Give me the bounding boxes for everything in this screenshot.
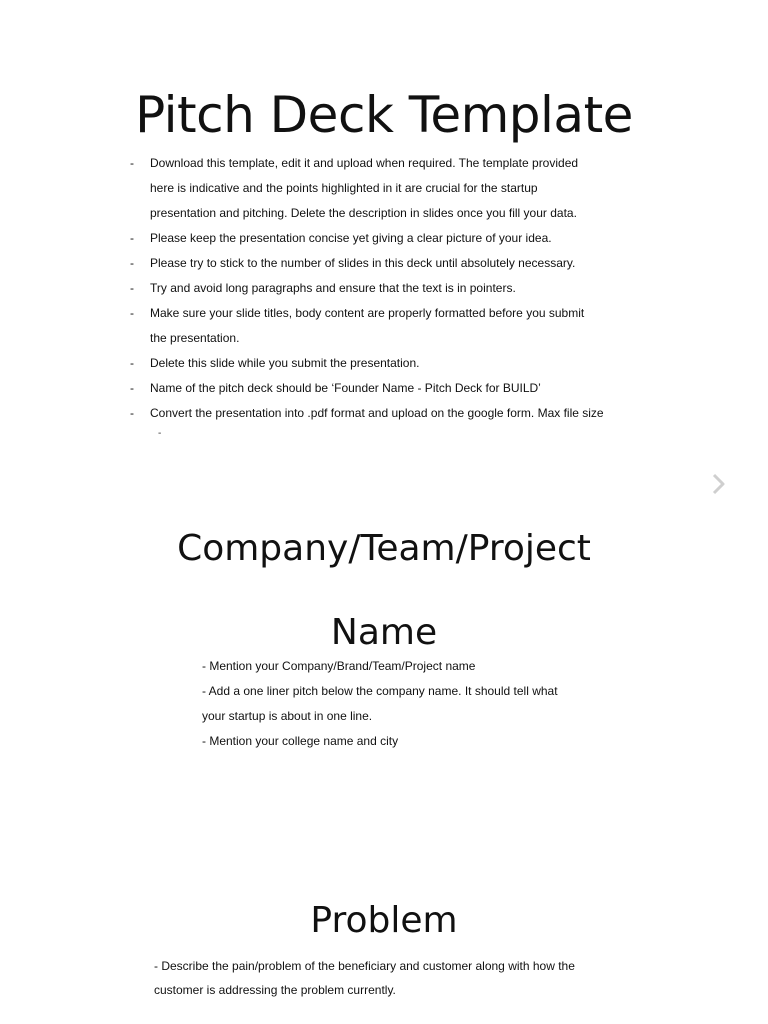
bullet-marker: -: [130, 156, 134, 170]
bullet-text: Download this template, edit it and upload when required. The template provided: [150, 156, 579, 170]
slide2-line: - Mention your college name and city: [202, 734, 399, 748]
chevron-right-icon[interactable]: [709, 471, 729, 497]
bullet-marker: -: [130, 306, 134, 320]
slide1-bullet-list: [130, 151, 650, 436]
bullet-text: Delete this slide while you submit the presentation.: [150, 356, 420, 370]
bullet-text: Make sure your slide titles, body content are properly formatted before you submit: [150, 306, 585, 320]
bullet-text: Name of the pitch deck should be ‘Founder Name - Pitch Deck for BUILD’: [150, 381, 541, 395]
overflow-marker: -: [158, 428, 162, 439]
bullet-text: Please try to stick to the number of slides in this deck until absolutely necessary.: [150, 256, 576, 270]
bullet-text: here is indicative and the points highlighted in it are crucial for the startup: [150, 181, 538, 195]
bullet-marker: -: [130, 231, 134, 245]
bullet-text: the presentation.: [150, 331, 240, 345]
slide3-line: - Describe the pain/problem of the beneficiary and customer along with how the: [154, 959, 575, 973]
bullet-marker: -: [130, 381, 134, 395]
bullet-text: Convert the presentation into .pdf format and upload on the google form. Max file size: [150, 406, 604, 420]
slide3-line: customer is addressing the problem currently.: [154, 983, 396, 997]
slide2-title-line2: Name: [330, 612, 438, 653]
slide2-line: - Add a one liner pitch below the company name. It should tell what: [202, 684, 558, 698]
bullet-text: Please keep the presentation concise yet giving a clear picture of your idea.: [150, 231, 552, 245]
bullet-marker: -: [130, 281, 134, 295]
bullet-marker: -: [130, 256, 134, 270]
bullet-marker: -: [130, 356, 134, 370]
slide2-line: - Mention your Company/Brand/Team/Project name: [202, 659, 476, 673]
bullet-text: Try and avoid long paragraphs and ensure that the text is in pointers.: [150, 281, 516, 295]
slide3-title: Problem: [310, 900, 458, 941]
bullet-text: presentation and pitching. Delete the description in slides once you fill your data.: [150, 206, 577, 220]
slide2-line: your startup is about in one line.: [202, 709, 373, 723]
slide1-title: Pitch Deck Template: [135, 86, 633, 144]
slide2-title-line1: Company/Team/Project: [177, 528, 591, 569]
bullet-marker: -: [130, 406, 134, 420]
